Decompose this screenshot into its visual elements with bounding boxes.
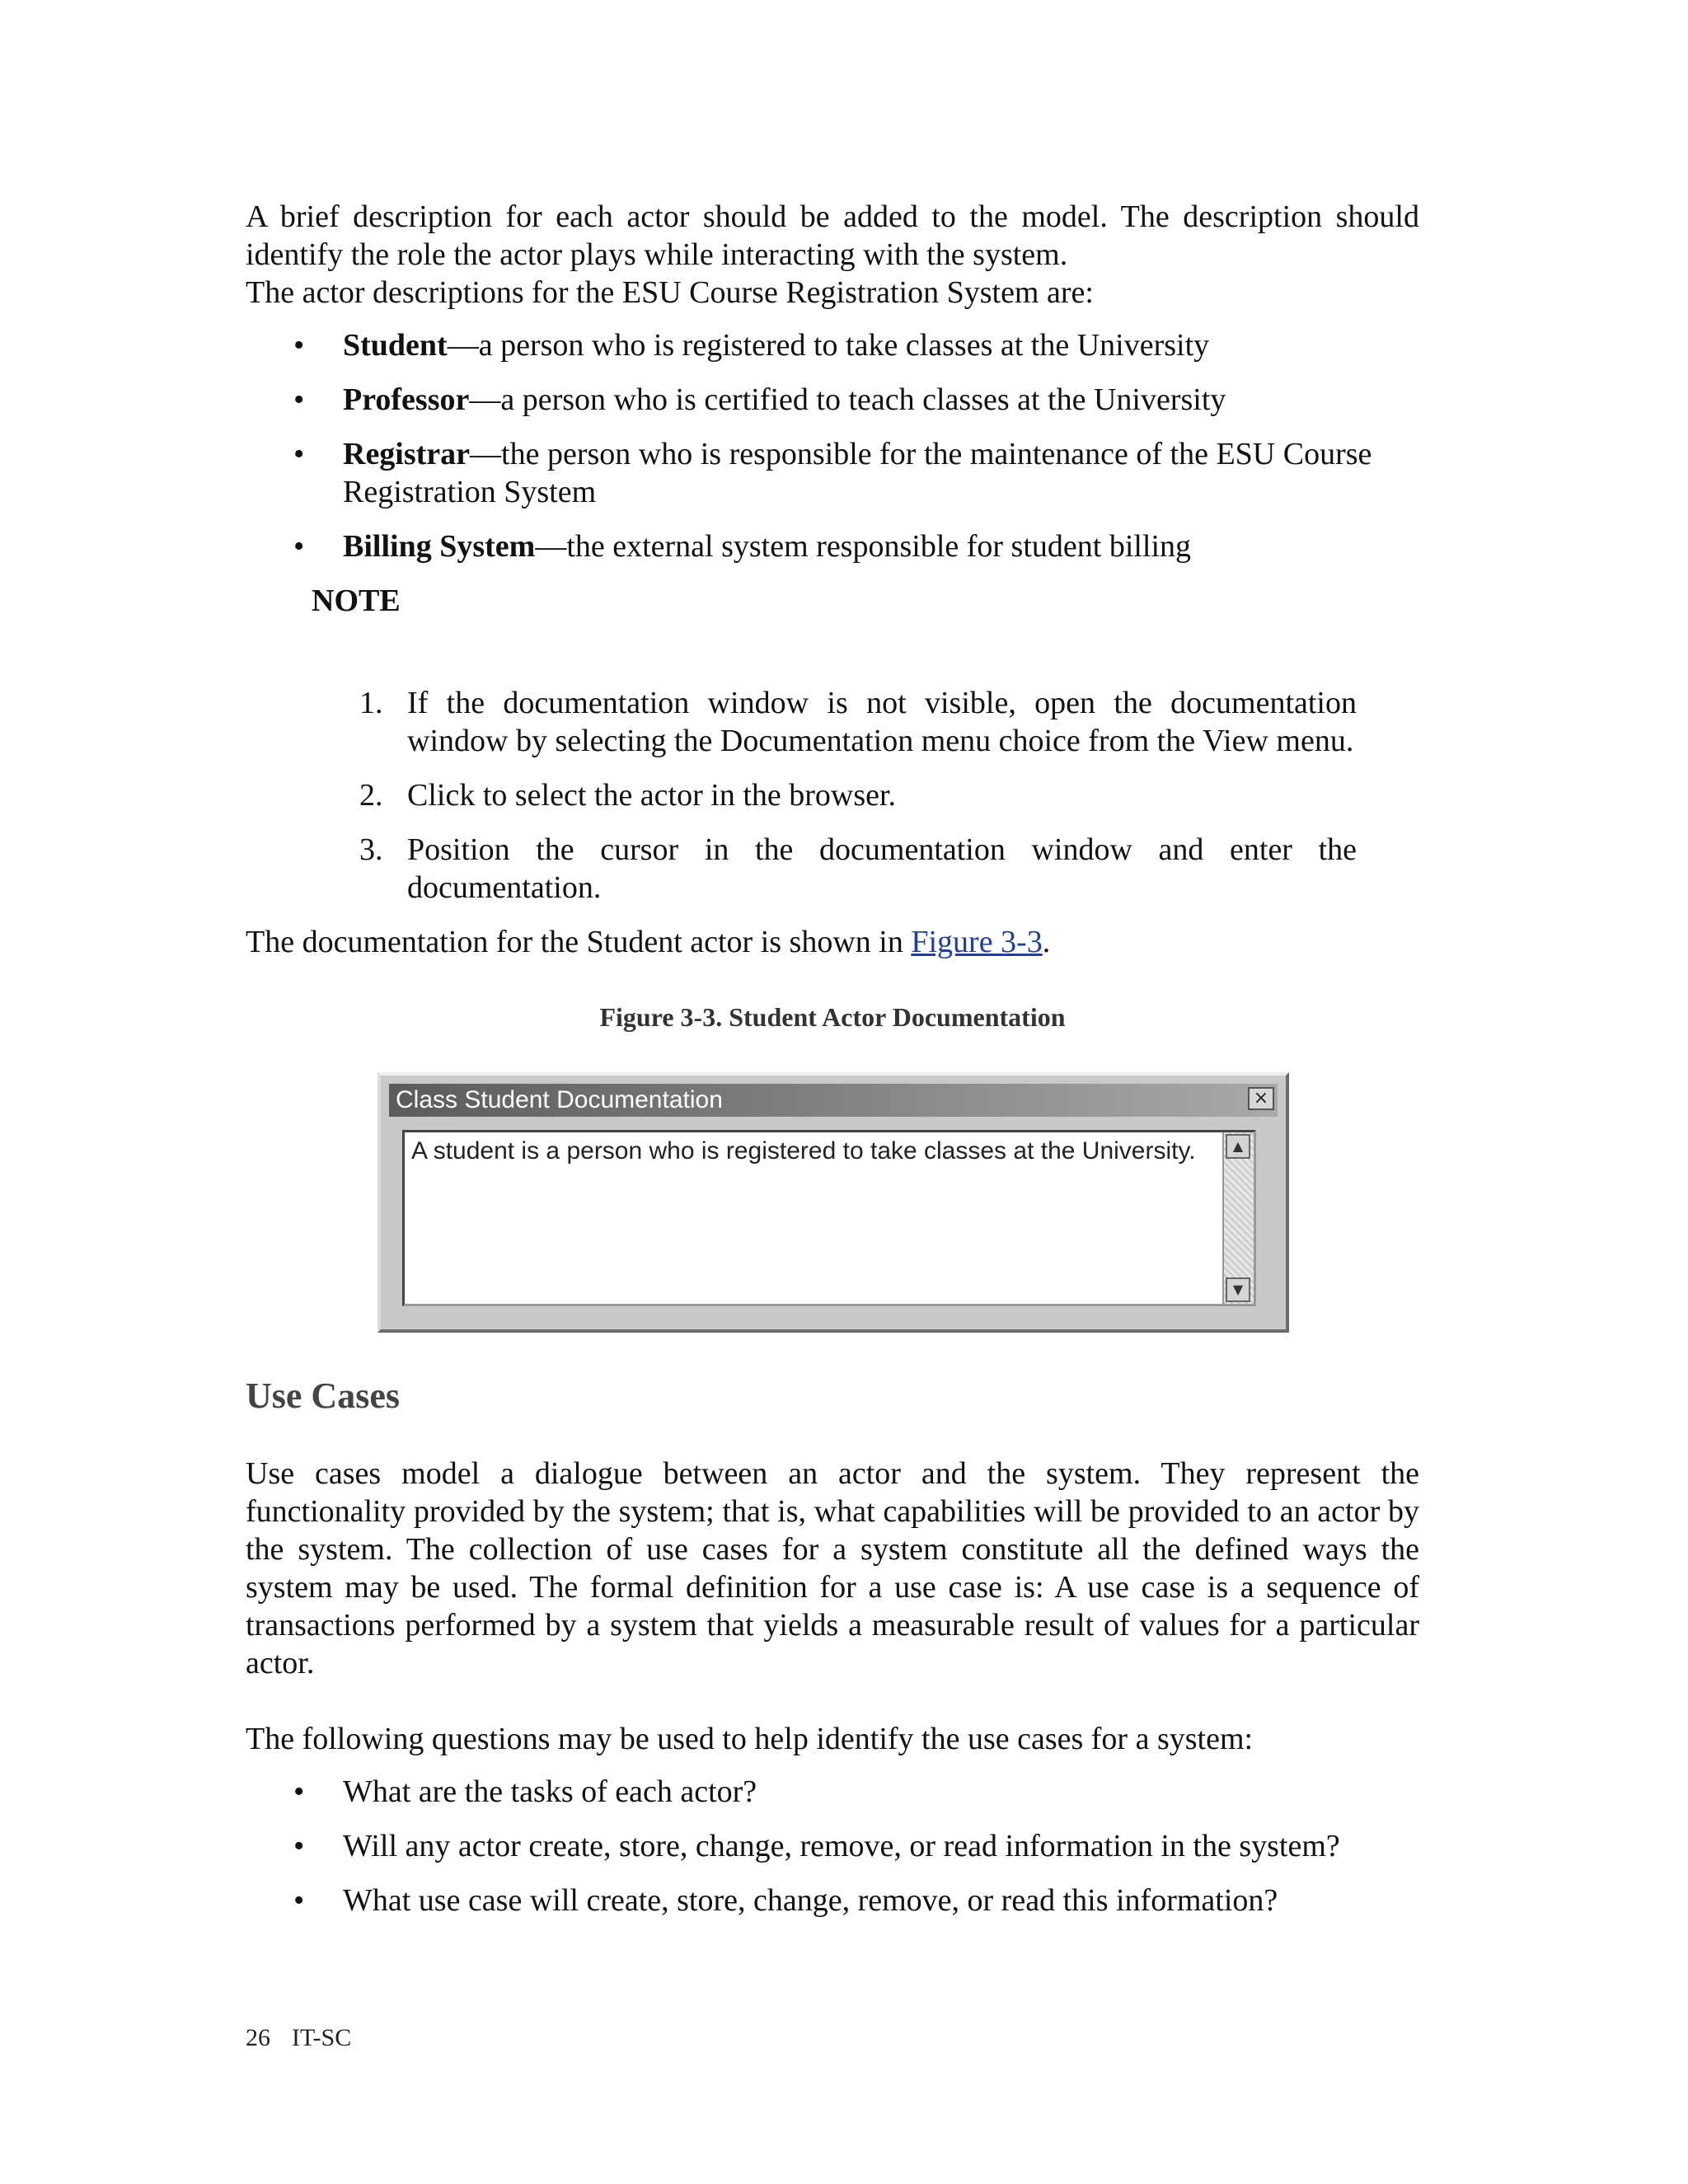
window-title: Class Student Documentation	[396, 1086, 723, 1113]
bullet-icon: •	[293, 328, 305, 363]
steps-list	[246, 684, 1357, 907]
list-item	[246, 831, 1357, 907]
question-text: What are the tasks of each actor?	[343, 1774, 757, 1809]
actor-term: Billing System	[343, 529, 536, 564]
figure-reference	[246, 923, 1419, 961]
actor-desc: —the person who is responsible for the maintenance of the ESU Course Registration System	[343, 437, 1372, 509]
actor-term: Registrar	[343, 437, 471, 471]
scroll-up-icon[interactable]: ▲	[1226, 1134, 1250, 1159]
list-item	[246, 684, 1357, 760]
questions-list	[246, 1773, 1419, 1919]
list-item	[293, 326, 1419, 364]
bullet-icon: •	[293, 437, 305, 471]
figure-ref-text: The documentation for the Student actor is shown in	[246, 925, 912, 959]
close-icon[interactable]: ×	[1248, 1087, 1274, 1110]
footer-label: IT-SC	[292, 2024, 352, 2051]
step-number: 3.	[359, 832, 383, 867]
page-content	[246, 198, 1419, 1936]
list-item	[293, 435, 1419, 511]
actor-desc: —a person who is certified to teach classes at the University	[469, 382, 1226, 417]
step-number: 2.	[359, 778, 383, 813]
documentation-window	[377, 1072, 1289, 1333]
question-text: What use case will create, store, change, remove, or read this information?	[343, 1883, 1278, 1918]
use-cases-paragraph: Use cases model a dialogue between an actor and the system. They represent the functionality provided by the system; that is, what capabilities will be provided to an actor by the system. The collection of use cases for a system constitute all the defined ways the system may be used. The formal definition for a use case is: A use case is a sequence of transactions performed by a system that yields a measurable result of values for a particular actor.	[246, 1456, 1419, 1680]
list-item	[246, 776, 1357, 814]
figure-link[interactable]: Figure 3-3	[911, 925, 1043, 959]
question-text: Will any actor create, store, change, remove, or read information in the system?	[343, 1829, 1340, 1863]
actor-term: Student	[343, 328, 448, 363]
step-text: If the documentation window is not visible, open the documentation window by selecting the Documentation menu choice from the View menu.	[407, 686, 1357, 758]
actor-term: Professor	[343, 382, 470, 417]
documentation-text: A student is a person who is registered to take classes at the University.	[411, 1137, 1196, 1165]
bullet-icon: •	[293, 529, 305, 564]
step-text: Click to select the actor in the browser.	[407, 778, 897, 813]
list-item	[293, 381, 1419, 419]
intro-subline: The actor descriptions for the ESU Course Registration System are:	[246, 275, 1094, 310]
intro-paragraph: A brief description for each actor should be added to the model. The description should identify the role the actor plays while interacting with the system.	[246, 199, 1419, 272]
bullet-icon: •	[293, 1774, 305, 1809]
note-label: NOTE	[312, 583, 401, 618]
actor-desc: —the external system responsible for student billing	[535, 529, 1192, 564]
list-item	[293, 1882, 1419, 1919]
questions-intro: The following questions may be used to help identify the use cases for a system:	[246, 1722, 1254, 1756]
bullet-icon: •	[293, 1829, 305, 1863]
window-title-bar[interactable]	[389, 1084, 1278, 1117]
actor-desc: —a person who is registered to take classes at the University	[447, 328, 1210, 363]
bullet-icon: •	[293, 382, 305, 417]
page-number: 26	[246, 2024, 270, 2051]
list-item	[293, 1827, 1419, 1865]
bullet-icon: •	[293, 1883, 305, 1918]
figure-ref-period: .	[1042, 925, 1051, 959]
section-title: Use Cases	[246, 1376, 400, 1416]
page-footer	[246, 2024, 373, 2052]
actor-list	[246, 326, 1419, 565]
step-text: Position the cursor in the documentation window and enter the documentation.	[407, 832, 1357, 905]
list-item	[293, 1773, 1419, 1811]
figure-caption: Figure 3-3. Student Actor Documentation	[599, 1002, 1066, 1032]
documentation-textarea[interactable]	[402, 1130, 1256, 1306]
step-number: 1.	[359, 686, 383, 720]
vertical-scrollbar[interactable]	[1222, 1132, 1254, 1304]
list-item	[293, 527, 1419, 565]
scroll-down-icon[interactable]: ▼	[1226, 1277, 1250, 1302]
